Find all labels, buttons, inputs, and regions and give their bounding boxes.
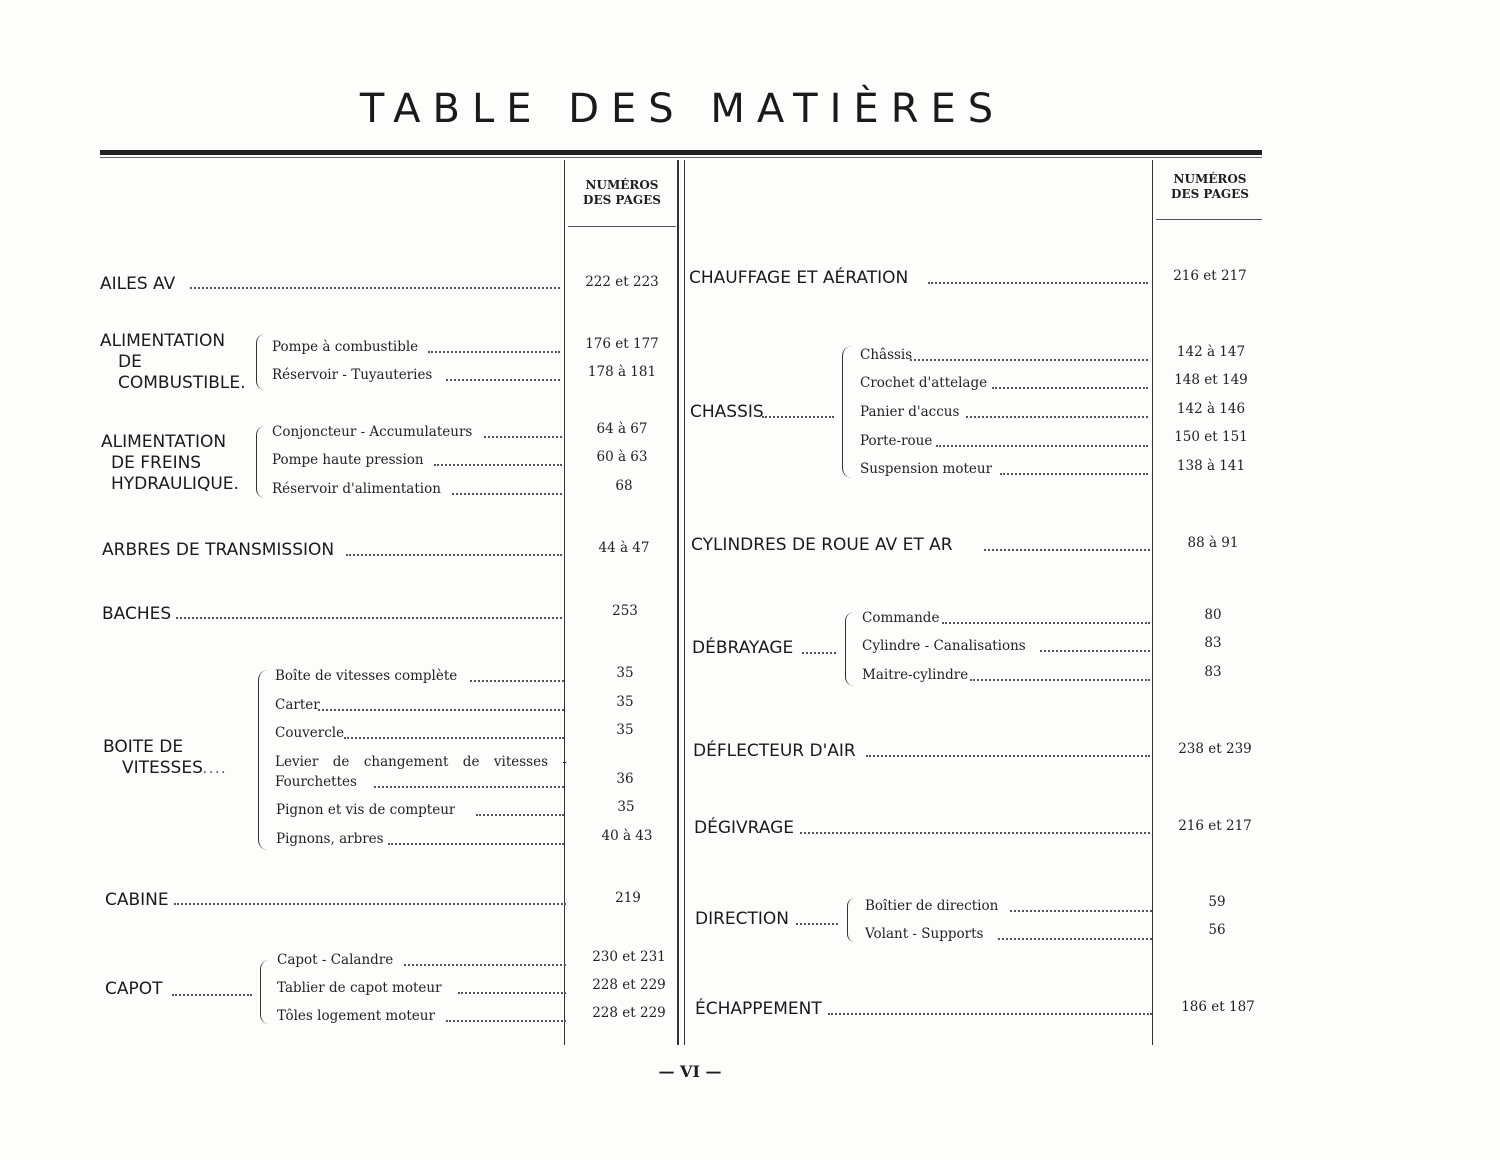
entry-debrayage[interactable] [692,638,793,659]
leader-dots [796,922,838,925]
left-column-header [567,178,677,208]
top-rule [100,150,1262,155]
page-ref: 35 [616,694,634,710]
entry-label-line1: BOITE DE [103,737,184,757]
brace [256,334,265,390]
leader-dots [984,548,1150,551]
page-ref: 219 [615,890,641,906]
brace [847,898,855,942]
entry-label: CHASSIS [690,402,764,422]
page-ref: 228 et 229 [592,1005,666,1021]
page-ref: 178 à 181 [587,364,657,380]
leader-dots [428,350,560,353]
leader-dots [800,831,1150,834]
right-page-column-divider [1152,160,1153,1045]
entry-cabine[interactable] [105,890,169,911]
leader-dots [1040,649,1150,652]
entry-label: DÉGIVRAGE [694,818,795,838]
leader-dots [998,937,1152,940]
sub-entry[interactable]: Cylindre - Canalisations [862,638,1026,654]
sub-entry[interactable]: Crochet d'attelage [860,375,988,391]
left-column-header-line2: DES PAGES [583,193,661,207]
sub-entry[interactable]: Pompe à combustible [272,339,419,355]
sub-entry[interactable]: Réservoir d'alimentation [272,481,441,497]
page-ref: 80 [1204,607,1222,623]
page-ref: 186 et 187 [1181,999,1255,1015]
entry-direction[interactable] [695,909,789,930]
leader-dots [346,553,562,556]
right-column-header-rule [1156,219,1262,220]
entry-boite-vitesses[interactable] [103,737,227,780]
leader-dots [970,678,1150,681]
page-ref: 68 [615,478,633,494]
entry-label: CHAUFFAGE ET AÉRATION [689,268,909,288]
leader-dots [374,785,564,788]
page-ref: 44 à 47 [598,540,650,556]
leader-dots [828,1012,1152,1015]
leader-dots [802,651,836,654]
entry-label: CABINE [105,890,169,910]
entry-label-line2: VITESSES.... [122,758,228,778]
entry-chauffage-aeration[interactable] [689,268,908,289]
leader-dots [318,708,564,711]
page-ref: 40 à 43 [601,828,653,844]
page-ref: 59 [1208,894,1226,910]
page-ref: 88 à 91 [1187,535,1239,551]
page-ref: 216 et 217 [1178,818,1252,834]
sub-entry[interactable]: Tôles logement moteur [277,1008,435,1024]
entry-label-line2: DE FREINS [111,453,202,473]
entry-echappement[interactable] [695,999,822,1020]
page-ref: 142 à 146 [1176,401,1246,417]
sub-entry[interactable]: Maitre-cylindre [862,667,969,683]
page-ref: 238 et 239 [1178,741,1252,757]
right-column-header-line1: NUMÉROS [1173,172,1247,186]
sub-entry[interactable]: Volant - Supports [865,926,984,942]
sub-entry[interactable]: Commande [862,610,940,626]
brace [260,960,269,1024]
entry-ailes-av[interactable] [100,274,175,295]
entry-label-line1: ALIMENTATION [101,432,227,452]
page-ref: 36 [616,771,634,787]
left-column-header-line1: NUMÉROS [585,178,659,192]
brace [842,346,852,478]
leader-dots [910,358,1148,361]
entry-label: BACHES [102,604,172,624]
entry-label: DIRECTION [695,909,790,929]
entry-label-line3: COMBUSTIBLE. [118,373,246,393]
entry-arbres-transmission[interactable] [102,540,334,561]
entry-label: CAPOT [105,979,163,999]
left-page-column-divider [564,160,565,1045]
leader-dots [484,435,562,438]
leader-dots [404,963,566,966]
leader-dots [928,281,1148,284]
sub-entry[interactable]: Carter [275,697,320,713]
entry-capot[interactable] [105,979,163,1000]
sub-entry[interactable]: Levier de changement de vitesses - Fourchettes [275,754,567,790]
left-column-header-rule [568,226,676,227]
leader-dots [172,993,252,996]
entry-cylindres-roue[interactable] [691,535,953,556]
sub-entry[interactable]: Porte-roue [860,433,933,449]
sub-entry[interactable]: Conjoncteur - Accumulateurs [272,424,473,440]
leader-dots [1010,909,1152,912]
entry-chassis[interactable] [690,402,764,423]
entry-deflecteur-air[interactable] [693,741,856,762]
sub-entry[interactable]: Pignon et vis de compteur [276,802,456,818]
entry-label-line1: ALIMENTATION [100,331,226,351]
brace [845,612,854,686]
sub-entry[interactable]: Boîtier de direction [865,898,999,914]
leader-dots [174,902,566,905]
sub-entry[interactable]: Panier d'accus [860,404,960,420]
entry-label-line2: DE [118,352,142,372]
leader-dots [446,378,560,381]
entry-degivrage[interactable] [694,818,794,839]
sub-entry[interactable]: Suspension moteur [860,461,993,477]
page-ref: 60 à 63 [596,449,648,465]
page-ref: 56 [1208,922,1226,938]
entry-alimentation-combustible[interactable] [100,331,246,394]
sub-entry[interactable]: Boîte de vitesses complète [275,668,458,684]
page-number: — VI — [658,1062,722,1081]
page-title: TABLE DES MATIÈRES [359,86,1006,132]
leader-dots [434,463,562,466]
entry-alimentation-freins[interactable] [101,432,239,495]
entry-label: ÉCHAPPEMENT [695,999,822,1019]
leader-dots [942,621,1150,624]
right-column-header-line2: DES PAGES [1171,187,1249,201]
page-ref: 35 [616,665,634,681]
leader-dots [476,813,564,816]
leader-dots [936,444,1148,447]
leader-dots [992,386,1148,389]
leader-dots [762,415,834,418]
leader-dots [176,616,562,619]
leader-dots [190,286,560,289]
sub-entry[interactable]: Pignons, arbres [276,831,384,847]
page-ref: 150 et 151 [1174,429,1248,445]
sub-entry[interactable]: Tablier de capot moteur [277,980,442,996]
page-ref: 83 [1204,635,1222,651]
sub-entry[interactable]: Réservoir - Tuyauteries [272,367,433,383]
page-ref: 83 [1204,664,1222,680]
leader-dots [452,492,562,495]
page-ref: 64 à 67 [596,421,648,437]
page-ref: 222 et 223 [585,274,659,290]
sub-entry[interactable]: Châssis [860,347,913,363]
page-ref: 142 à 147 [1176,344,1246,360]
entry-baches[interactable] [102,604,171,625]
leader-dots [388,842,564,845]
top-rule-thin [100,157,1262,158]
entry-label: DÉFLECTEUR D'AIR [693,741,856,761]
leader-dots [458,991,566,994]
page-ref: 176 et 177 [585,336,659,352]
leader-dots [966,415,1148,418]
center-divider-b [684,160,685,1045]
leader-dots [446,1019,566,1022]
leader-dots [344,736,564,739]
entry-label: DÉBRAYAGE [692,638,794,658]
entry-label: ARBRES DE TRANSMISSION [102,540,335,560]
page-ref: 35 [617,799,635,815]
right-column-header [1155,172,1265,202]
page-ref: 253 [612,603,638,619]
leader-dots [470,679,564,682]
brace [256,426,265,498]
entry-label: CYLINDRES DE ROUE AV ET AR [691,535,953,555]
page-ref: 228 et 229 [592,977,666,993]
sub-entry[interactable]: Pompe haute pression [272,452,424,468]
sub-entry[interactable]: Capot - Calandre [277,952,394,968]
page-ref: 216 et 217 [1173,268,1247,284]
leader-dots [1000,472,1148,475]
brace [258,670,268,850]
page-ref: 148 et 149 [1174,372,1248,388]
page-ref: 35 [616,722,634,738]
entry-label: AILES AV [100,274,176,294]
page-ref: 230 et 231 [592,949,666,965]
entry-label-line3: HYDRAULIQUE. [111,474,239,494]
page-ref: 138 à 141 [1176,458,1246,474]
sub-entry[interactable]: Couvercle [275,725,345,741]
leader-dots [866,754,1150,757]
